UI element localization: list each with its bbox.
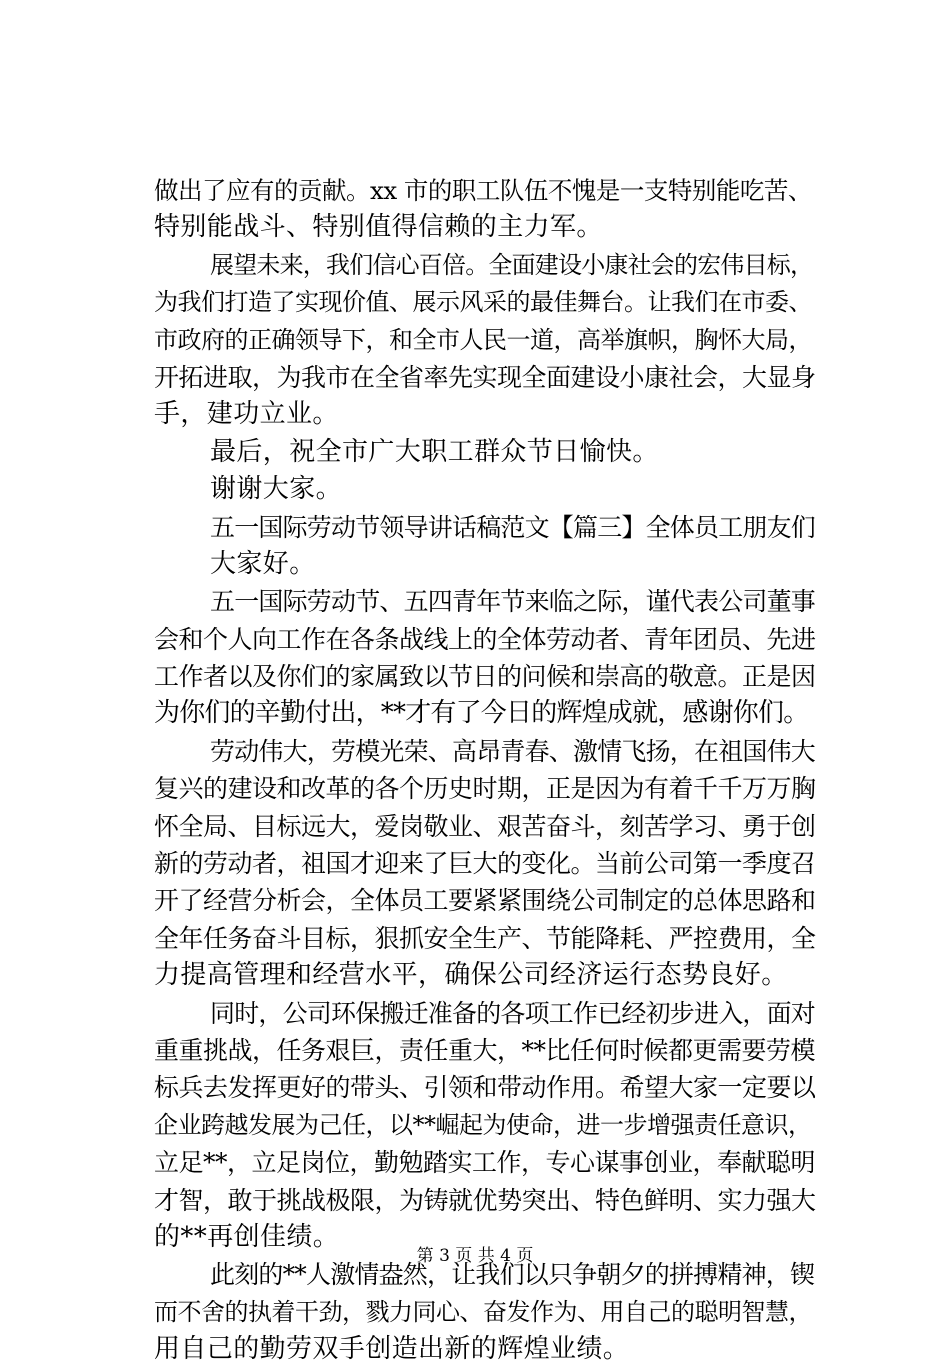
- text-line: 谢谢大家。: [210, 474, 343, 505]
- text-line: 劳动伟大，劳模光荣、高昂青春、激情飞扬，在祖国伟大: [210, 736, 816, 766]
- text-line: 工作者以及你们的家属致以节日的问候和崇高的敬意。正是因: [154, 662, 816, 692]
- text-line: 的**再创佳绩。: [154, 1221, 340, 1252]
- text-line: 开了经营分析会，全体员工要紧紧围绕公司制定的总体思路和: [154, 886, 816, 916]
- text-line: 做出了应有的贡献。xx 市的职工队伍不愧是一支特别能吃苦、: [154, 176, 812, 205]
- text-line: 力提高管理和经营水平，确保公司经济运行态势良好。: [154, 960, 788, 991]
- text-line: 会和个人向工作在各条战线上的全体劳动者、青年团员、先进: [154, 624, 816, 654]
- text-line: 复兴的建设和改革的各个历史时期，正是因为有着千千万万胸: [154, 774, 816, 804]
- text-line: 全年任务奋斗目标，狠抓安全生产、节能降耗、严控费用，全: [154, 923, 816, 953]
- document-body: [154, 172, 814, 1369]
- text-line: 而不舍的执着干劲，戮力同心、奋发作为、用自己的聪明智慧，: [154, 1297, 812, 1326]
- text-line: 手，建功立业。: [154, 399, 339, 430]
- text-line: 开拓进取，为我市在全省率先实现全面建设小康社会，大显身: [154, 362, 816, 392]
- text-line: 大家好。: [210, 548, 316, 579]
- text-line: 特别能战斗、特别值得信赖的主力军。: [154, 212, 603, 243]
- text-line: 为我们打造了实现价值、展示风采的最佳舞台。让我们在市委、: [154, 288, 812, 317]
- text-line: 五一国际劳动节领导讲话稿范文【篇三】全体员工朋友们: [210, 512, 816, 542]
- text-line: 最后，祝全市广大职工群众节日愉快。: [210, 436, 659, 467]
- text-line: 五一国际劳动节、五四青年节来临之际，谨代表公司董事: [210, 587, 816, 617]
- text-line: 新的劳动者，祖国才迎来了巨大的变化。当前公司第一季度召: [154, 849, 816, 879]
- text-line: 立足**，立足岗位，勤勉踏实工作，专心谋事创业，奉献聪明: [154, 1148, 816, 1178]
- text-line: 怀全局、目标远大，爱岗敬业、艰苦奋斗，刻苦学习、勇于创: [154, 811, 816, 841]
- text-line: 此刻的**人激情盎然，让我们以只争朝夕的拼搏精神，锲: [210, 1260, 815, 1290]
- text-line: 标兵去发挥更好的带头、引领和带动作用。希望大家一定要以: [154, 1073, 816, 1103]
- text-line: 企业跨越发展为己任，以**崛起为使命，进一步增强责任意识，: [154, 1110, 812, 1139]
- page-footer: 第 3 页 共 4 页: [416, 1246, 534, 1266]
- text-line: 重重挑战，任务艰巨，责任重大，**比任何时候都更需要劳模: [154, 1035, 816, 1065]
- text-line: 才智，敢于挑战极限，为铸就优势突出、特色鲜明、实力强大: [154, 1185, 816, 1215]
- text-line: 为你们的辛勤付出，**才有了今日的辉煌成就，感谢你们。: [154, 698, 809, 729]
- text-line: 展望未来，我们信心百倍。全面建设小康社会的宏伟目标，: [210, 250, 814, 279]
- text-line: 同时，公司环保搬迁准备的各项工作已经初步进入，面对: [210, 998, 816, 1028]
- text-line: 市政府的正确领导下，和全市人民一道，高举旗帜，胸怀大局，: [154, 325, 812, 354]
- text-line: 用自己的勤劳双手创造出新的辉煌业绩。: [154, 1334, 630, 1365]
